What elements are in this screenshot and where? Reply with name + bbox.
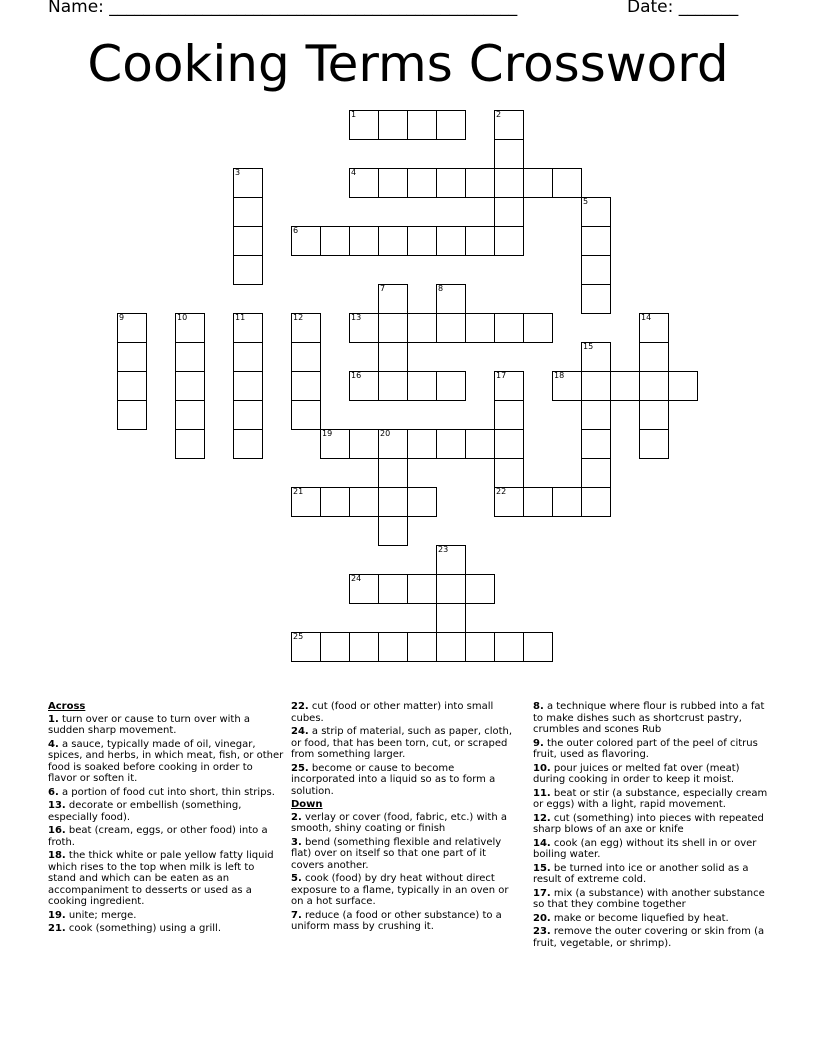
clue-text: pour juices or melted fat over (meat) during cooking in order to keep it moist. (533, 762, 740, 785)
grid-cell[interactable] (378, 632, 408, 662)
grid-cell[interactable] (233, 168, 263, 198)
clue-text: a technique where flour is rubbed into a fat to make dishes such as shortcrust pastry, crumbles and scones Rub (533, 701, 765, 735)
grid-cell[interactable] (378, 110, 408, 140)
grid-cell[interactable] (378, 458, 408, 488)
grid-cell[interactable] (465, 168, 495, 198)
clue-text: cook (food) by dry heat without direct exposure to a flame, typically in an oven or on a hot surface. (291, 873, 509, 907)
grid-cell[interactable] (639, 429, 669, 459)
clue-number: 7. (291, 909, 302, 921)
clue-item (48, 787, 284, 799)
grid-cell[interactable] (349, 313, 379, 343)
clue-number: 16. (48, 825, 66, 836)
grid-cell[interactable] (407, 110, 437, 140)
grid-cell[interactable] (436, 168, 466, 198)
clue-number: 10. (533, 762, 551, 774)
clue-number: 14. (533, 837, 551, 849)
clue-text: be turned into ice or another solid as a result of extreme cold. (533, 862, 749, 885)
grid-cell[interactable] (378, 284, 408, 314)
grid-cell[interactable] (494, 139, 524, 169)
grid-cell[interactable] (233, 313, 263, 343)
grid-cell[interactable] (175, 342, 205, 372)
grid-cell[interactable] (465, 574, 495, 604)
clue-number: 25. (291, 762, 309, 774)
grid-cell[interactable] (378, 487, 408, 517)
grid-cell[interactable] (494, 632, 524, 662)
grid-cell[interactable] (117, 313, 147, 343)
down-clues (291, 812, 521, 933)
grid-cell[interactable] (581, 255, 611, 285)
clue-number-label: 5 (583, 197, 589, 206)
grid-cell[interactable] (320, 632, 350, 662)
grid-cell[interactable] (581, 371, 611, 401)
grid-cell[interactable] (668, 371, 698, 401)
clue-item (533, 888, 769, 911)
clue-item (533, 738, 769, 761)
grid-cell[interactable] (581, 429, 611, 459)
grid-cell[interactable] (494, 313, 524, 343)
clue-text: the outer colored part of the peel of citrus fruit, used as flavoring. (533, 737, 758, 760)
clue-number-label: 7 (380, 284, 386, 293)
clue-number-label: 8 (438, 284, 444, 293)
clue-text: a strip of material, such as paper, cloth, or food, that has been torn, cut, or scraped from something larger. (291, 726, 513, 760)
grid-cell[interactable] (349, 429, 379, 459)
grid-cell[interactable] (233, 371, 263, 401)
clue-item (48, 923, 284, 935)
clue-text: reduce (a food or other substance) to a uniform mass by crushing it. (291, 909, 502, 932)
clue-text: become or cause to become incorporated into a liquid so as to form a solution. (291, 762, 496, 797)
grid-cell[interactable] (349, 371, 379, 401)
clue-number: 15. (533, 862, 551, 874)
grid-cell[interactable] (494, 226, 524, 256)
clue-number: 17. (533, 887, 551, 899)
across-heading: Across (48, 701, 86, 712)
clue-text: cook (an egg) without its shell in or over boiling water. (533, 837, 757, 860)
grid-cell[interactable] (349, 226, 379, 256)
clue-item (533, 863, 769, 886)
grid-cell[interactable] (407, 168, 437, 198)
grid-cell[interactable] (581, 197, 611, 227)
clue-number: 20. (533, 912, 551, 924)
clue-text: verlay or cover (food, fabric, etc.) with a smooth, shiny coating or finish (291, 811, 507, 834)
clue-number: 21. (48, 923, 66, 934)
clue-text: beat (cream, eggs, or other food) into a froth. (48, 825, 268, 848)
clue-item (48, 739, 284, 785)
grid-cell[interactable] (349, 110, 379, 140)
grid-cell[interactable] (494, 168, 524, 198)
grid-cell[interactable] (523, 487, 553, 517)
clue-number-label: 13 (351, 313, 362, 322)
grid-cell[interactable] (233, 226, 263, 256)
clue-text: turn over or cause to turn over with a sudden sharp movement. (48, 713, 250, 736)
clue-item (533, 913, 769, 925)
clues-column-2 (291, 701, 521, 935)
grid-cell[interactable] (175, 400, 205, 430)
grid-cell[interactable] (117, 371, 147, 401)
clue-text: cut (food or other matter) into small cubes. (291, 701, 494, 724)
grid-cell[interactable] (436, 313, 466, 343)
clue-item (48, 825, 284, 848)
clue-number-label: 23 (438, 545, 449, 554)
grid-cell[interactable] (291, 313, 321, 343)
clues-column-3 (533, 701, 769, 951)
grid-cell[interactable] (407, 371, 437, 401)
clue-number: 11. (533, 787, 551, 799)
clue-number-label: 16 (351, 371, 362, 380)
clue-item (533, 926, 769, 949)
clue-item (533, 788, 769, 811)
clue-text: cut (something) into pieces with repeated sharp blows of an axe or knife (533, 812, 764, 835)
clue-number-label: 21 (293, 487, 304, 496)
grid-cell[interactable] (581, 342, 611, 372)
clue-text: cook (something) using a grill. (68, 923, 222, 934)
clue-number: 18. (48, 850, 66, 861)
clue-item (48, 800, 284, 823)
grid-cell[interactable] (436, 574, 466, 604)
grid-cell[interactable] (407, 226, 437, 256)
clue-item (533, 763, 769, 786)
grid-cell[interactable] (436, 371, 466, 401)
grid-cell[interactable] (407, 429, 437, 459)
clue-item (291, 812, 521, 835)
clue-number-label: 11 (235, 313, 246, 322)
grid-cell[interactable] (378, 226, 408, 256)
name-field-line: Name: ________________________________________________ (48, 0, 518, 17)
grid-cell[interactable] (407, 632, 437, 662)
grid-cell[interactable] (117, 400, 147, 430)
grid-cell[interactable] (494, 429, 524, 459)
grid-cell[interactable] (175, 429, 205, 459)
grid-cell[interactable] (233, 400, 263, 430)
grid-cell[interactable] (291, 371, 321, 401)
grid-cell[interactable] (494, 110, 524, 140)
grid-cell[interactable] (494, 487, 524, 517)
clue-number-label: 3 (235, 168, 241, 177)
clue-number: 2. (291, 811, 302, 823)
clue-item (291, 726, 521, 761)
clue-text: a portion of food cut into short, thin strips. (61, 786, 275, 798)
clue-item (291, 837, 521, 872)
clue-number-label: 12 (293, 313, 304, 322)
grid-cell[interactable] (291, 226, 321, 256)
clue-number-label: 25 (293, 632, 304, 641)
clue-item (533, 838, 769, 861)
clue-number-label: 1 (351, 110, 357, 119)
grid-cell[interactable] (436, 429, 466, 459)
grid-cell[interactable] (233, 255, 263, 285)
grid-cell[interactable] (436, 545, 466, 575)
grid-cell[interactable] (581, 226, 611, 256)
down-heading: Down (291, 799, 323, 810)
grid-cell[interactable] (436, 603, 466, 633)
grid-cell[interactable] (175, 313, 205, 343)
clue-number: 3. (291, 836, 302, 848)
grid-cell[interactable] (349, 487, 379, 517)
grid-cell[interactable] (320, 226, 350, 256)
clue-number-label: 22 (496, 487, 507, 496)
clue-item (291, 701, 521, 724)
clue-number: 4. (48, 738, 59, 750)
date-field-line: Date: _______ (627, 0, 739, 17)
grid-cell[interactable] (523, 632, 553, 662)
clue-number: 5. (291, 873, 302, 884)
clue-item (291, 763, 521, 798)
clue-number-label: 14 (641, 313, 652, 322)
grid-cell[interactable] (523, 168, 553, 198)
grid-cell[interactable] (639, 342, 669, 372)
clue-number: 1. (48, 713, 59, 725)
grid-cell[interactable] (407, 487, 437, 517)
clue-text: make or become liquefied by heat. (553, 912, 729, 924)
grid-cell[interactable] (552, 487, 582, 517)
grid-cell[interactable] (291, 632, 321, 662)
clue-number: 24. (291, 726, 309, 737)
clue-number-label: 18 (554, 371, 565, 380)
grid-cell[interactable] (378, 371, 408, 401)
clue-number-label: 17 (496, 371, 507, 380)
grid-cell[interactable] (233, 197, 263, 227)
clue-number: 23. (533, 926, 551, 937)
grid-cell[interactable] (233, 342, 263, 372)
clue-number-label: 19 (322, 429, 333, 438)
clue-number-label: 9 (119, 313, 125, 322)
grid-cell[interactable] (436, 110, 466, 140)
grid-cell[interactable] (494, 400, 524, 430)
clue-text: mix (a substance) with another substance so that they combine together (533, 887, 765, 910)
grid-cell[interactable] (378, 574, 408, 604)
clue-number-label: 2 (496, 110, 502, 119)
clue-item (291, 910, 521, 933)
clue-number: 12. (533, 812, 551, 824)
grid-cell[interactable] (494, 371, 524, 401)
clue-item (533, 813, 769, 836)
grid-cell[interactable] (465, 429, 495, 459)
grid-cell[interactable] (552, 371, 582, 401)
clues-column-1 (48, 701, 284, 937)
clue-number: 6. (48, 786, 59, 798)
grid-cell[interactable] (349, 168, 379, 198)
grid-cell[interactable] (494, 458, 524, 488)
grid-cell[interactable] (117, 342, 147, 372)
grid-cell[interactable] (378, 516, 408, 546)
clue-item (291, 873, 521, 908)
grid-cell[interactable] (407, 574, 437, 604)
grid-cell[interactable] (465, 313, 495, 343)
grid-cell[interactable] (349, 632, 379, 662)
grid-cell[interactable] (378, 168, 408, 198)
grid-cell[interactable] (349, 574, 379, 604)
clue-text: the thick white or pale yellow fatty liquid which rises to the top when milk is left to stand and which can be eaten as an accompaniment to desserts or used as a cooking ingredient. (48, 850, 274, 907)
clue-number-label: 4 (351, 168, 357, 177)
clue-number: 13. (48, 800, 66, 811)
grid-cell[interactable] (581, 284, 611, 314)
grid-cell[interactable] (610, 371, 640, 401)
clue-number: 9. (533, 737, 544, 749)
grid-cell[interactable] (378, 313, 408, 343)
clue-number-label: 10 (177, 313, 188, 322)
clue-number-label: 6 (293, 226, 299, 235)
clue-number: 19. (48, 909, 66, 921)
grid-cell[interactable] (639, 400, 669, 430)
clue-text: remove the outer covering or skin from (a fruit, vegetable, or shrimp). (533, 926, 765, 949)
clue-text: a sauce, typically made of oil, vinegar, spices, and herbs, in which meat, fish, or other food is soaked before cooking in order to flavor or soften it. (48, 738, 284, 784)
grid-cell[interactable] (436, 226, 466, 256)
clue-item (48, 910, 284, 922)
grid-cell[interactable] (581, 487, 611, 517)
grid-cell[interactable] (291, 400, 321, 430)
clue-number-label: 24 (351, 574, 362, 583)
clue-number-label: 20 (380, 429, 391, 438)
grid-cell[interactable] (291, 342, 321, 372)
grid-cell[interactable] (320, 487, 350, 517)
grid-cell[interactable] (552, 168, 582, 198)
grid-cell[interactable] (436, 284, 466, 314)
clue-item (48, 850, 284, 908)
grid-cell[interactable] (378, 342, 408, 372)
grid-cell[interactable] (581, 400, 611, 430)
clue-text: decorate or embellish (something, especially food). (48, 800, 242, 823)
clue-number: 22. (291, 701, 309, 712)
grid-cell[interactable] (639, 371, 669, 401)
grid-cell[interactable] (320, 429, 350, 459)
clue-text: beat or stir (a substance, especially cream or eggs) with a light, rapid movement. (533, 787, 768, 810)
page-title: Cooking Terms Crossword (87, 35, 729, 93)
grid-cell[interactable] (639, 313, 669, 343)
clue-number-label: 15 (583, 342, 594, 351)
grid-cell[interactable] (523, 313, 553, 343)
grid-cell[interactable] (581, 458, 611, 488)
clue-text: bend (something flexible and relatively flat) over on itself so that one part of it covers another. (291, 836, 502, 871)
clue-number: 8. (533, 701, 544, 712)
clue-item (533, 701, 769, 736)
clue-item (48, 714, 284, 737)
grid-cell[interactable] (291, 487, 321, 517)
grid-cell[interactable] (175, 371, 205, 401)
grid-cell[interactable] (436, 632, 466, 662)
grid-cell[interactable] (407, 313, 437, 343)
grid-cell[interactable] (465, 226, 495, 256)
across-clues-continued (291, 701, 521, 797)
clue-text: unite; merge. (68, 909, 137, 921)
grid-cell[interactable] (378, 429, 408, 459)
grid-cell[interactable] (494, 197, 524, 227)
grid-cell[interactable] (233, 429, 263, 459)
grid-cell[interactable] (465, 632, 495, 662)
